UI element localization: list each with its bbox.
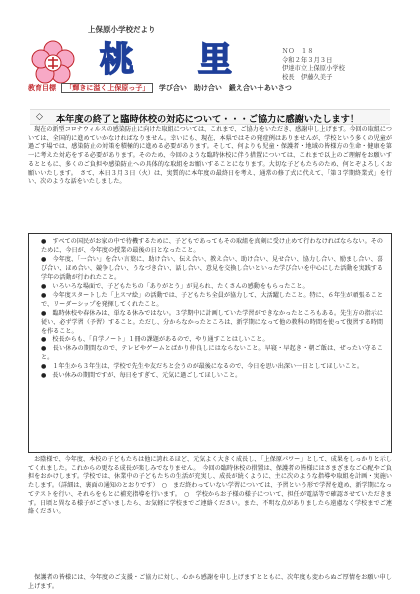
goal-phrase: 「輝きに溢く上保原っ子」 — [61, 83, 153, 93]
school-name: 上保原小学校だより — [88, 25, 156, 34]
talk-summary-box — [28, 233, 392, 453]
newsletter-title: 桃 里 — [100, 40, 258, 80]
list-item: ● 校長からも、「自学ノート」１冊の課題があるので、やり通すことはしいこと。 — [41, 336, 269, 344]
closing-paragraph: 保護者の皆様には、今年度のご支援・ご協力に対し、心から感謝を申し上げますとともに、次年度も変わらぬご厚情をお願い申し上げます。 — [28, 574, 392, 590]
list-item: ● いろいろな場面で、子どもたちの「ありがとう」が見られ、たくさんの感動をもらったこと。 — [41, 282, 309, 290]
after-box-paragraph: お陰様で、今年度、本校の子どもたちは他に誇れるほど、元気よく大きく成長し、「上保原パワー」として、成果をしっかりと示してくれました。これからの更なる成長が楽しみでなりません。 今回の臨時休校の措置は、保護者の皆様にはさまざまなご心配やご負担をおかけします。学校では、休業中の子どもたちの生活が充実し、成長が続くように、主に次のような指導や取組を計画・実施いたします。（詳細は、裏面の通知のとおりです） ○ まだ終わっていない学習については、予習という形で学習を進め、新学期になってテストを行い、それらをもとに補充指導を行います。 ○ 学校からお子様の様子について、担任が電話等で確認させていただきます。日頃と異なる様子がございましたら、お気軽に学校までご連絡ください。また、不明な点がありましたら遠慮なく学校までご連絡ください。 — [28, 456, 392, 516]
list-item: ● 今年度スタートした「上スマ絵」の活動では、子どもたち全員が協力して、大活躍したこと。特に、６年生が頑張ることで、リーダーシップを発揮してくれたこと。 — [41, 291, 383, 308]
list-item: ● １年生から３年生は、学校で先生や友だちと会うのが最後になるので、今日を思い出深い一日としてほしいこと。 — [41, 363, 364, 371]
issue-number: ＮＯ １８ — [282, 48, 314, 55]
list-item: ● 臨時休校や春休みは、単なる休みではない。３学期中に計画していた学習ができなかったところもある。先生方の指示に従い、必ず学習（予習）すること。ただし、分からなかったところは、新学期になって他の教科の時間を使って復習する時間を作ること。 — [41, 309, 383, 335]
list-item: ● すべての国民がお家の中で待機するために、子どもであってもその取組を真剣に受け止めて行わなければならない。そのために、今日が、今年度の授業の最後の日となったこと。 — [41, 238, 383, 254]
issue-date: 令和２年３月３日 — [282, 56, 333, 64]
education-goal — [28, 83, 292, 93]
intro-paragraph: 現在の新型コロナウィルスの感染防止に向けた取組については、これまで、ご協力をいただき、感謝申し上げます。今回の取組については、全国的に進めていかなければなりません。幸いにも、現在、本県ではその発症例はありませんが、学校という多くの児童が過ごす場では、感染防止の対策を積極的に進める必要があります。そして、何よりも児童・保護者・地域の皆様方の生命・健康を第一に考えた対応をする必要があります。そのため、今回のような臨時休校に伴う措置については、これまで以上のご理解をお願いするとともに、多くのご負担や感染防止への具体的な取組をお願いすることになります。大切な子どもたちのため、何とぞよろしくお願いいたします。 さて、本日３月３日（火）は、実質的に本年度の最終日を考え、通常の修了式に代えて、「第３学期終業式」を行い、次のような話をいたしました。 — [28, 126, 392, 186]
goal-rest: 学び合い 助け合い 鍛え合い＋あいさつ — [158, 84, 292, 92]
publisher: 伊達市立上保原小学校 — [282, 65, 345, 73]
list-item: ● 長い休みの期間なので、テレビやゲームとばかり仲良しにはならないこと。早寝・早起き・朝ご飯は、ぜったい守ること。 — [41, 345, 383, 362]
list-item: ● 長い休みの期間ですが、毎日をすぎて、元気に過ごしてほしいこと。 — [41, 372, 242, 380]
issue-info — [282, 48, 345, 82]
principal: 校長 伊藤久美子 — [282, 73, 333, 81]
banner-heading: 本年度の終了と臨時休校の対応について・・・ご協力に感謝いたします！ — [56, 114, 360, 125]
section-banner — [30, 109, 390, 125]
goal-label: 教育目標 — [28, 84, 56, 92]
list-item: ● 今年度、「一合い」を合い言葉に、助け合い、伝え合い、教え合い、助け合い、見せ合い、協力し合い、励まし合い、喜び合い、ほめ合い、競争し合い、うなづき合い、話し合い、意見を交換し合いといった学び合いを中心にした活動を実践する学年の活動が行われたこと。 — [41, 255, 383, 281]
diamond-icon: ◇ — [36, 112, 43, 122]
school-emblem-icon — [30, 40, 76, 86]
